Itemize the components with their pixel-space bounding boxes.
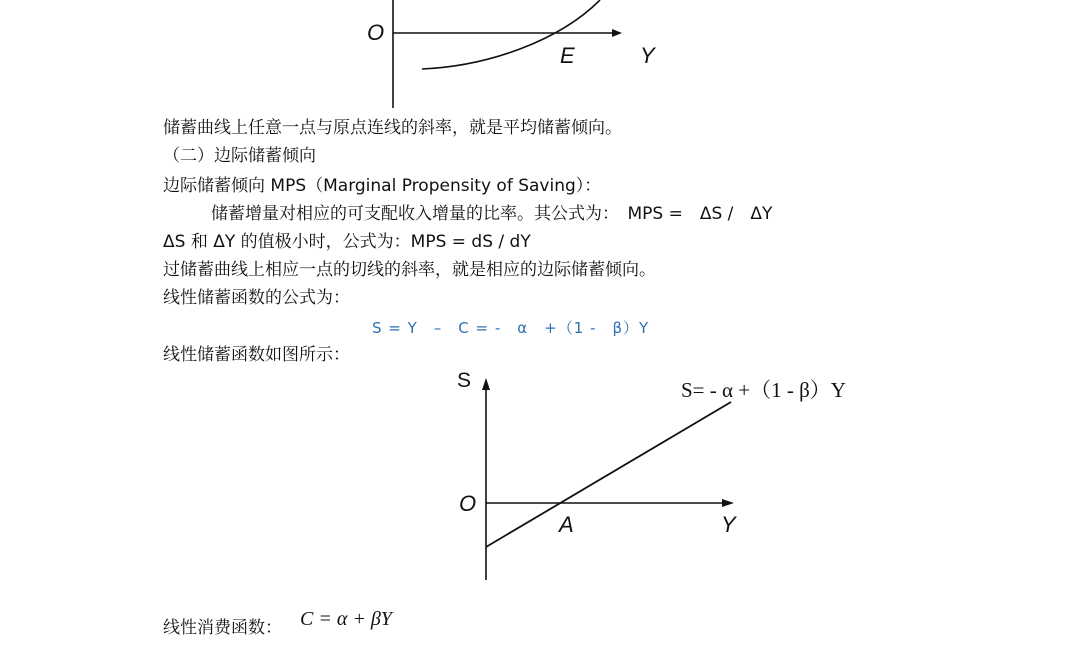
linear-consumption-label: 线性消费函数： (163, 618, 282, 638)
mps-geometric-meaning: 过储蓄曲线上相应一点的切线的斜率，就是相应的边际储蓄倾向。 (163, 260, 656, 280)
linear-saving-formula-intro: 线性储蓄函数的公式为： (163, 288, 350, 308)
top-x-axis-label: Y (640, 43, 655, 68)
mps-intro: 边际储蓄倾向 MPS（Marginal Propensity of Saving）： (163, 176, 602, 196)
bottom-y-axis-arrow (482, 378, 490, 390)
linear-saving-formula: S = Y – C = - α +（1 - β）Y (372, 319, 650, 337)
mps-limit-formula: ΔS 和 ΔY 的值极小时，公式为：MPS = dS / dY (163, 232, 531, 252)
linear-consumption-formula: C = α + βY (300, 608, 392, 630)
top-origin-label: O (367, 20, 385, 45)
top-x-axis-arrow (612, 29, 622, 37)
top-intercept-label: E (560, 43, 575, 68)
bottom-x-axis-arrow (722, 499, 734, 507)
saving-line-equation: S= - α +（1 - β）Y (681, 378, 846, 402)
top-saving-graph (367, 0, 656, 108)
bottom-y-axis-label: S (457, 369, 472, 392)
saving-line (486, 402, 731, 547)
mps-definition: 储蓄增量对相应的可支配收入增量的比率。其公式为： MPS = ΔS / ΔY (211, 204, 773, 224)
linear-saving-graph (457, 369, 846, 580)
section-heading: （二）边际储蓄倾向 (163, 146, 316, 166)
linear-saving-graph-intro: 线性储蓄函数如图所示： (163, 345, 350, 365)
bottom-origin-label: O (459, 491, 477, 516)
bottom-x-axis-label: Y (721, 512, 736, 537)
bottom-intercept-label: A (559, 512, 574, 537)
aps-definition: 储蓄曲线上任意一点与原点连线的斜率，就是平均储蓄倾向。 (163, 118, 622, 138)
